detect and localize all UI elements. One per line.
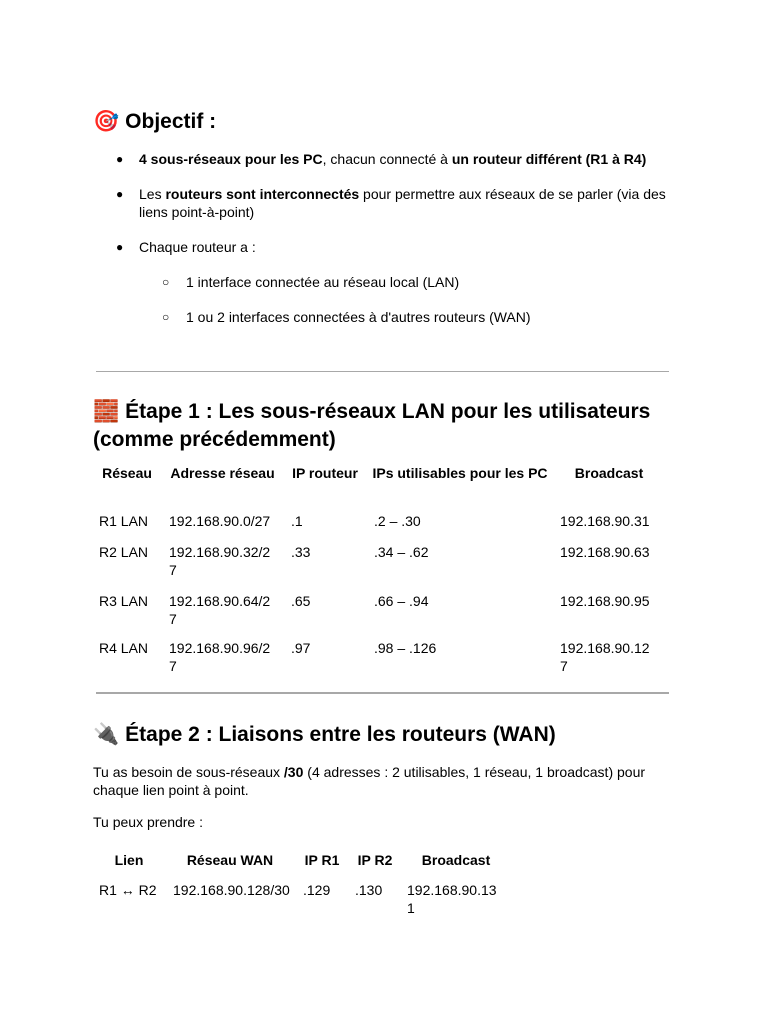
brick-icon: 🧱 <box>93 399 120 423</box>
etape2-paragraph-2: Tu peux prendre : <box>93 814 203 830</box>
lan-cell: .66 – .94 <box>374 593 429 609</box>
wan-table-header: Réseau WAN <box>186 852 274 868</box>
lan-table-header: IPs utilisables pour les PC <box>372 465 548 481</box>
lan-table-header: Adresse réseau <box>170 465 275 481</box>
etape2-paragraph: Tu as besoin de sous-réseaux /30 (4 adresses : 2 utilisables, 1 réseau, 1 broadcast) pour chaque lien point à point. <box>93 764 646 798</box>
bullet-dot: ● <box>116 152 124 166</box>
wan-cell: .129 <box>303 882 331 898</box>
lan-cell: 192.168.90.63 <box>560 544 650 560</box>
wan-cell: 192.168.90.131 <box>407 882 497 916</box>
lan-cell: 192.168.90.31 <box>560 513 650 529</box>
lan-cell: R4 LAN <box>99 640 149 656</box>
lan-cell: .33 <box>291 544 311 560</box>
lan-cell: 192.168.90.64/27 <box>169 593 271 627</box>
wan-table-header: Lien <box>114 852 144 868</box>
divider <box>96 371 669 372</box>
lan-cell: 192.168.90.127 <box>560 640 650 674</box>
objectif-subitem-1: 1 interface connectée au réseau local (LAN) <box>186 274 460 290</box>
target-icon: 🎯 <box>93 109 120 133</box>
lan-cell: .98 – .126 <box>374 640 437 656</box>
objectif-subitem-2: 1 ou 2 interfaces connectées à d'autres routeurs (WAN) <box>186 309 531 325</box>
wan-table-header: Broadcast <box>421 852 491 868</box>
lan-cell: 192.168.90.32/27 <box>169 544 271 578</box>
objectif-heading <box>93 107 216 136</box>
lan-table-header: IP routeur <box>292 465 358 481</box>
etape1-title: Étape 1 : Les sous-réseaux LAN pour les utilisateurs (comme précédemment) <box>93 400 651 451</box>
objectif-item-3: Chaque routeur a : <box>139 239 256 255</box>
etape2-title: Étape 2 : Liaisons entre les routeurs (WAN) <box>125 723 556 746</box>
bullet-dot: ● <box>116 187 124 201</box>
wan-cell: 192.168.90.128/30 <box>173 882 290 898</box>
lan-cell: .65 <box>291 593 311 609</box>
lan-table-header: Réseau <box>102 465 152 481</box>
lan-cell: .34 – .62 <box>374 544 429 560</box>
lan-cell: 192.168.90.0/27 <box>169 513 271 529</box>
wan-cell: .130 <box>355 882 383 898</box>
bullet-circle: ○ <box>162 310 170 324</box>
lan-cell: R3 LAN <box>99 593 149 609</box>
divider <box>96 692 669 694</box>
bullet-dot: ● <box>116 240 124 254</box>
objectif-title: Objectif : <box>125 110 217 133</box>
lan-cell: 192.168.90.95 <box>560 593 650 609</box>
objectif-item-2: Les routeurs sont interconnectés pour permettre aux réseaux de se parler (via des liens point-à-point) <box>139 186 666 220</box>
etape2-heading <box>93 720 556 749</box>
lan-cell: R1 LAN <box>99 513 149 529</box>
lan-cell: 192.168.90.96/27 <box>169 640 271 674</box>
lan-cell: R2 LAN <box>99 544 149 560</box>
etape1-heading <box>93 397 693 454</box>
lan-cell: .1 <box>291 513 303 529</box>
lan-cell: .97 <box>291 640 311 656</box>
wan-table-header: IP R2 <box>357 852 393 868</box>
lan-cell: .2 – .30 <box>374 513 421 529</box>
bullet-circle: ○ <box>162 275 170 289</box>
wan-table-header: IP R1 <box>304 852 340 868</box>
plug-icon: 🔌 <box>93 722 120 746</box>
wan-cell: R1 ↔ R2 <box>99 882 157 898</box>
objectif-item-1: 4 sous-réseaux pour les PC, chacun connecté à un routeur différent (R1 à R4) <box>139 151 647 167</box>
lan-table-header: Broadcast <box>574 465 644 481</box>
